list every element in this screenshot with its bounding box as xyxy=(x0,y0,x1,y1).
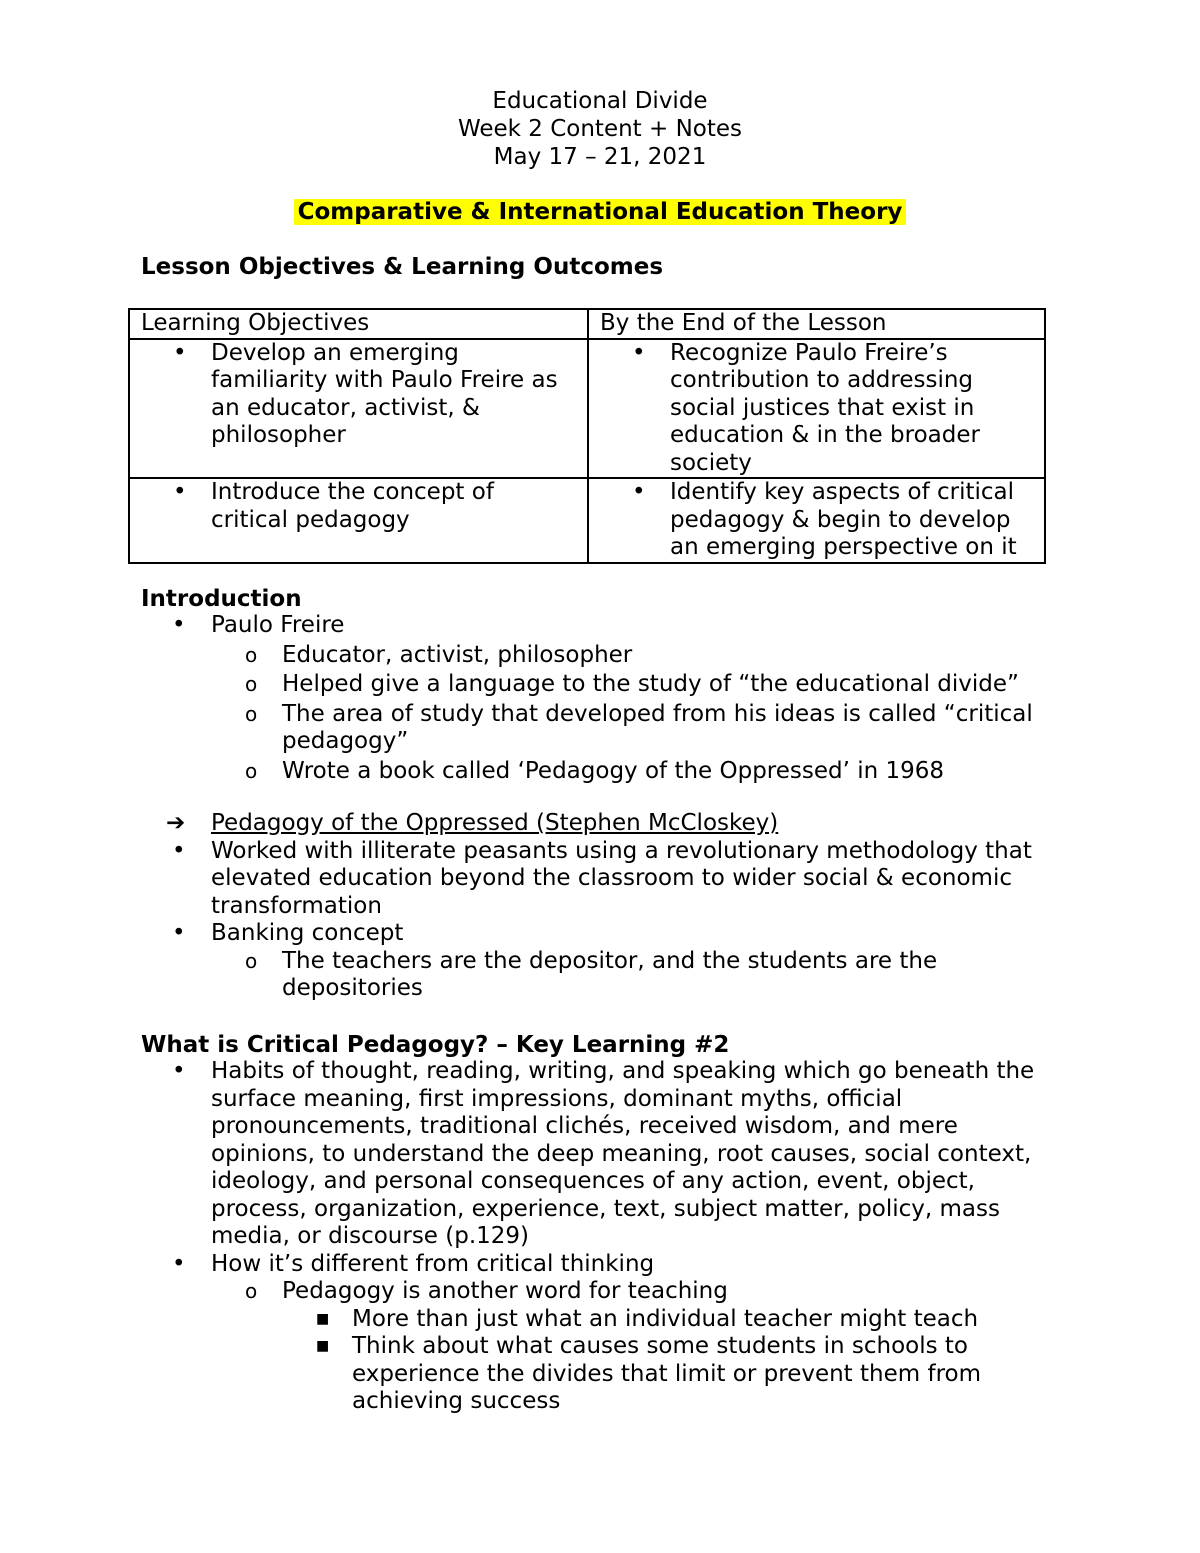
list-item xyxy=(141,340,577,450)
freire-label: Paulo Freire xyxy=(211,612,345,638)
list-item xyxy=(0,642,1072,670)
list-item xyxy=(141,479,577,534)
bullet-icon: • xyxy=(173,339,187,366)
column-header-objectives: Learning Objectives xyxy=(129,309,588,339)
objective-text: Introduce the concept of critical pedagogy xyxy=(211,479,494,533)
bullet-icon: • xyxy=(172,837,186,864)
list-item xyxy=(600,340,1034,478)
difference-point: Think about what causes some students in schools to experience the divides that limit or prevent them from achieving success xyxy=(352,1333,981,1414)
outcome-cell xyxy=(588,339,1045,479)
table-row xyxy=(129,339,1045,479)
objective-cell xyxy=(129,339,588,479)
bullet-icon: • xyxy=(172,920,186,946)
bullet-icon: • xyxy=(173,479,187,505)
objectives-table xyxy=(128,308,1046,564)
bullet-icon: • xyxy=(172,1058,186,1084)
freire-point: Helped give a language to the study of “the educational divide” xyxy=(282,671,1019,697)
definition-text: Habits of thought, reading, writing, and speaking which go beneath the surface meaning, first impressions, dominant myths, official pronouncements, traditional clichés, received wisdom, and mere opinions, to understand the deep meaning, root causes, social context, ideology, and personal consequences of any action, event, object, process, organization, experience, text, subject matter, policy, mass media, or discourse (p.129) xyxy=(211,1058,1035,1249)
difference-sub: Pedagogy is another word for teaching xyxy=(282,1278,728,1304)
introduction-heading: Introduction xyxy=(141,586,302,612)
column-header-outcomes: By the End of the Lesson xyxy=(588,309,1045,339)
freire-point: The area of study that developed from his ideas is called “critical pedagogy” xyxy=(282,700,1033,754)
critical-pedagogy-list xyxy=(0,1058,1200,1416)
freire-point: Wrote a book called ‘Pedagogy of the Oppressed’ in 1968 xyxy=(282,757,945,784)
square-bullet-icon: ■ xyxy=(316,1310,330,1327)
bullet-icon: • xyxy=(632,479,646,505)
outcome-cell xyxy=(588,478,1045,563)
list-item xyxy=(0,838,1061,921)
document-title: Comparative & International Education Theory xyxy=(294,199,907,225)
critical-pedagogy-heading: What is Critical Pedagogy? – Key Learning #2 xyxy=(141,1032,730,1058)
introduction-list xyxy=(0,612,1200,785)
banking-label: Banking concept xyxy=(211,920,404,946)
list-item xyxy=(0,758,1072,786)
pedagogy-oppressed-link[interactable]: Pedagogy of the Oppressed (Stephen McCloskey) xyxy=(211,810,779,836)
circle-bullet-icon: o xyxy=(245,948,258,973)
date-range: May 17 – 21, 2021 xyxy=(493,144,707,170)
list-item xyxy=(0,612,1061,640)
list-item xyxy=(600,479,1034,562)
circle-bullet-icon: o xyxy=(245,642,258,667)
list-item xyxy=(0,810,1061,838)
objectives-heading: Lesson Objectives & Learning Outcomes xyxy=(141,254,664,280)
bullet-icon: • xyxy=(172,612,186,638)
circle-bullet-icon: o xyxy=(245,758,258,783)
pedagogy-oppressed-list xyxy=(0,810,1200,1003)
bullet-icon: • xyxy=(172,1250,186,1277)
worked-with-text: Worked with illiterate peasants using a revolutionary methodology that elevated education beyond the classroom to wider social & economic transformation xyxy=(211,837,1032,919)
list-item xyxy=(0,1306,1052,1334)
course-title: Educational Divide xyxy=(492,88,708,114)
list-item xyxy=(0,1333,1052,1416)
difference-point: More than just what an individual teacher might teach xyxy=(352,1305,979,1332)
list-item xyxy=(0,1251,1061,1279)
arrow-right-icon: ➔ xyxy=(166,810,186,836)
title-wrap xyxy=(0,197,1200,227)
list-item xyxy=(0,671,1072,699)
objective-cell xyxy=(129,478,588,563)
circle-bullet-icon: o xyxy=(245,701,258,726)
list-item xyxy=(0,920,1061,948)
week-label: Week 2 Content + Notes xyxy=(457,116,743,142)
list-item xyxy=(0,701,1072,756)
document-header xyxy=(0,87,1200,171)
list-item xyxy=(0,948,1072,1003)
bullet-icon: • xyxy=(632,339,646,366)
table-header-row xyxy=(129,309,1045,339)
square-bullet-icon: ■ xyxy=(316,1338,330,1354)
freire-point: Educator, activist, philosopher xyxy=(282,641,633,668)
circle-bullet-icon: o xyxy=(245,672,258,696)
circle-bullet-icon: o xyxy=(245,1279,258,1303)
list-item xyxy=(0,1058,1061,1251)
table-row xyxy=(129,478,1045,563)
outcome-text: Recognize Paulo Freire’s contribution to addressing social justices that exist in education & in the broader society xyxy=(670,339,980,476)
banking-point: The teachers are the depositor, and the students are the depositories xyxy=(282,947,938,1001)
outcome-text: Identify key aspects of critical pedagogy & begin to develop an emerging perspective on it xyxy=(670,479,1017,560)
list-item xyxy=(0,1278,1072,1306)
difference-label: How it’s different from critical thinking xyxy=(211,1250,655,1277)
objective-text: Develop an emerging familiarity with Paulo Freire as an educator, activist, & philosopher xyxy=(211,339,558,448)
